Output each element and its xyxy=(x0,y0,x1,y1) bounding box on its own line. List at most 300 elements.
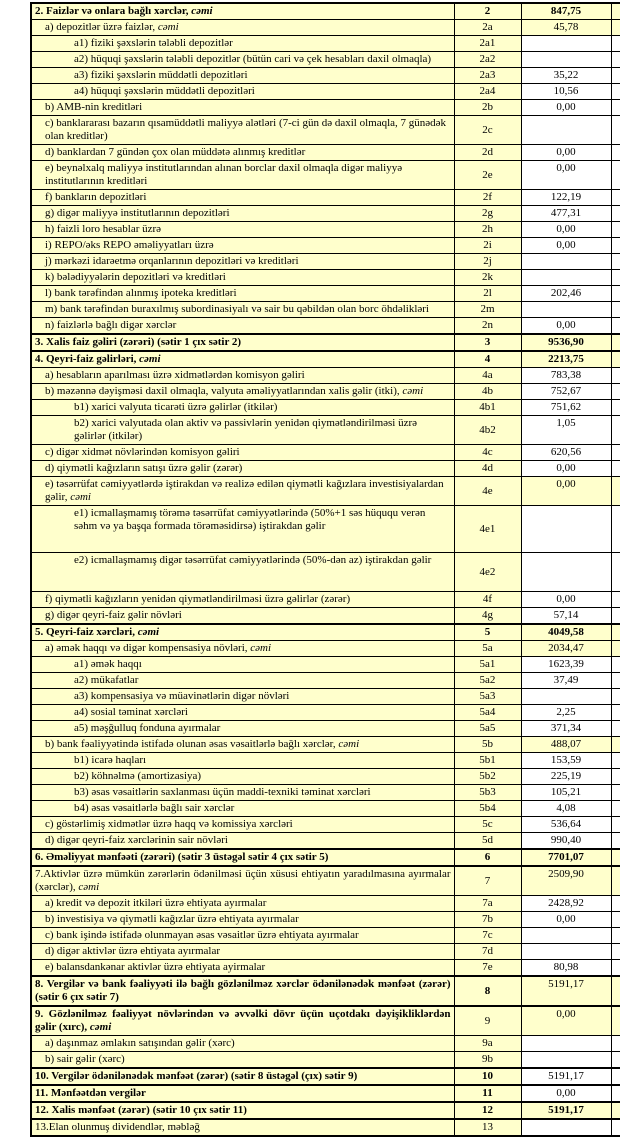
row-label xyxy=(31,84,454,100)
row-clipped-cell xyxy=(611,36,620,52)
row-label xyxy=(31,254,454,270)
row-code: 5 xyxy=(454,624,521,641)
row-label-text: b) sair gəlir (xərc) xyxy=(45,1053,125,1065)
row-label xyxy=(31,190,454,206)
row-value: 620,56 xyxy=(521,445,611,461)
row-label-text: a) kredit və depozit itkiləri üzrə ehtiyata ayırmalar xyxy=(45,897,267,909)
table-row-10 xyxy=(31,1068,620,1085)
row-label-text: b) AMB-nin kreditləri xyxy=(45,101,143,113)
table-row-13 xyxy=(31,1119,620,1136)
row-label xyxy=(31,20,454,36)
row-clipped-cell xyxy=(611,1102,620,1119)
row-value: 0,00 xyxy=(521,238,611,254)
row-code: 2h xyxy=(454,222,521,238)
row-label-text: k) bələdiyyələrin depozitləri və kreditləri xyxy=(45,271,226,283)
table-row-2k xyxy=(31,270,620,286)
row-label-text: a1) fiziki şəxslərin tələbli depozitlər xyxy=(74,37,233,49)
row-label xyxy=(31,657,454,673)
table-row-5a xyxy=(31,641,620,657)
table-row-2f xyxy=(31,190,620,206)
row-code: 5d xyxy=(454,833,521,850)
row-clipped-cell xyxy=(611,100,620,116)
row-value: 35,22 xyxy=(521,68,611,84)
row-code: 4b xyxy=(454,384,521,400)
row-clipped-cell xyxy=(611,145,620,161)
table-row-2n xyxy=(31,318,620,335)
row-code: 2j xyxy=(454,254,521,270)
row-clipped-cell xyxy=(611,238,620,254)
row-value: 0,00 xyxy=(521,592,611,608)
table-row-2a4 xyxy=(31,84,620,100)
row-label xyxy=(31,944,454,960)
row-clipped-cell xyxy=(611,445,620,461)
table-row-5a1 xyxy=(31,657,620,673)
row-label xyxy=(31,721,454,737)
row-code: 2f xyxy=(454,190,521,206)
row-label xyxy=(31,1068,454,1085)
row-label xyxy=(31,1102,454,1119)
row-label-text: b2) köhnəlmə (amortizasiya) xyxy=(74,770,202,782)
row-value xyxy=(521,1036,611,1052)
table-row-2m xyxy=(31,302,620,318)
row-label xyxy=(31,592,454,608)
row-code: 5a xyxy=(454,641,521,657)
row-code: 4a xyxy=(454,368,521,384)
row-label-text: e) təsərrüfat cəmiyyətlərdə iştirakdan və realizə edilən qiymətli kağızlara investisiyalardan gəlir, xyxy=(45,478,444,503)
row-label xyxy=(31,3,454,20)
table-row-2i xyxy=(31,238,620,254)
row-clipped-cell xyxy=(611,689,620,705)
table-row-7b xyxy=(31,912,620,928)
table-row-4f xyxy=(31,592,620,608)
row-clipped-cell xyxy=(611,384,620,400)
row-value: 0,00 xyxy=(521,222,611,238)
table-row-2a xyxy=(31,20,620,36)
row-code: 2l xyxy=(454,286,521,302)
row-code: 5b2 xyxy=(454,769,521,785)
row-value: 37,49 xyxy=(521,673,611,689)
row-code: 5a1 xyxy=(454,657,521,673)
table-row-7 xyxy=(31,866,620,896)
row-label xyxy=(31,302,454,318)
row-label xyxy=(31,416,454,445)
row-value: 2213,75 xyxy=(521,351,611,368)
row-label xyxy=(31,1052,454,1069)
row-label-text: a1) əmək haqqı xyxy=(74,658,142,670)
row-clipped-cell xyxy=(611,657,620,673)
row-label xyxy=(31,801,454,817)
row-label xyxy=(31,286,454,302)
row-code: 9a xyxy=(454,1036,521,1052)
row-label xyxy=(31,68,454,84)
row-value: 0,00 xyxy=(521,1006,611,1036)
row-code: 12 xyxy=(454,1102,521,1119)
row-label xyxy=(31,36,454,52)
table-row-2 xyxy=(31,3,620,20)
row-label xyxy=(31,334,454,351)
row-label xyxy=(31,896,454,912)
row-label-emphasis: cəmi xyxy=(137,626,160,638)
row-label-text: e) beynəlxalq maliyyə institutlarından alınan borclar daxil olmaqla digər maliyyə institutlarının kreditləri xyxy=(45,162,403,187)
row-clipped-cell xyxy=(611,506,620,553)
row-code: 2m xyxy=(454,302,521,318)
row-label-text: a4) sosial təminat xərcləri xyxy=(74,706,188,718)
row-value: 1623,39 xyxy=(521,657,611,673)
table-row-4e xyxy=(31,477,620,506)
table-row-4e1 xyxy=(31,506,620,553)
row-label xyxy=(31,705,454,721)
row-value: 5191,17 xyxy=(521,1102,611,1119)
row-clipped-cell xyxy=(611,116,620,145)
row-label-text: 13.Elan olunmuş dividendlər, məbləğ xyxy=(35,1121,200,1133)
table-row-2a3 xyxy=(31,68,620,84)
row-label-text: j) mərkəzi idarəetmə orqanlarının depozitləri və kreditləri xyxy=(45,255,299,267)
row-code: 3 xyxy=(454,334,521,351)
row-value xyxy=(521,928,611,944)
row-value: 122,19 xyxy=(521,190,611,206)
row-clipped-cell xyxy=(611,3,620,20)
row-clipped-cell xyxy=(611,400,620,416)
row-value xyxy=(521,1119,611,1136)
row-label xyxy=(31,673,454,689)
row-label-text: 12. Xalis mənfəət (zərər) (sətir 10 çıx sətir 11) xyxy=(35,1104,247,1116)
row-code: 4g xyxy=(454,608,521,625)
row-label-text: d) banklardan 7 gündən çox olan müddətə alınmış kreditlər xyxy=(45,146,306,158)
row-label xyxy=(31,1119,454,1136)
row-clipped-cell xyxy=(611,673,620,689)
row-clipped-cell xyxy=(611,817,620,833)
row-label-text: 11. Mənfəətdən vergilər xyxy=(35,1087,146,1099)
row-code: 4b2 xyxy=(454,416,521,445)
row-clipped-cell xyxy=(611,302,620,318)
row-label-text: a2) hüquqi şəxslərin tələbli depozitlər (bütün cari və çek hesabları daxil olmaqla) xyxy=(74,53,432,65)
table-row-2c xyxy=(31,116,620,145)
row-code: 4d xyxy=(454,461,521,477)
row-value: 5191,17 xyxy=(521,1068,611,1085)
row-code: 5b1 xyxy=(454,753,521,769)
row-label xyxy=(31,608,454,625)
row-code: 9b xyxy=(454,1052,521,1069)
row-label xyxy=(31,769,454,785)
row-label-text: a3) fiziki şəxslərin müddətli depozitləri xyxy=(74,69,248,81)
row-label-text: n) faizlərlə bağlı digər xərclər xyxy=(45,319,177,331)
row-code: 5b3 xyxy=(454,785,521,801)
row-value: 0,00 xyxy=(521,1085,611,1102)
table-row-2a1 xyxy=(31,36,620,52)
row-code: 2d xyxy=(454,145,521,161)
row-label xyxy=(31,351,454,368)
row-label-text: 2. Faizlər və onlara bağlı xərclər, xyxy=(35,5,192,17)
row-value: 488,07 xyxy=(521,737,611,753)
row-value: 0,00 xyxy=(521,100,611,116)
row-code: 2b xyxy=(454,100,521,116)
row-value: 371,34 xyxy=(521,721,611,737)
row-clipped-cell xyxy=(611,785,620,801)
row-value xyxy=(521,689,611,705)
row-value: 5191,17 xyxy=(521,976,611,1006)
row-label-text: i) REPO/əks REPO əməliyyatları üzrə xyxy=(45,239,214,251)
row-value: 990,40 xyxy=(521,833,611,850)
table-row-2d xyxy=(31,145,620,161)
row-clipped-cell xyxy=(611,1052,620,1069)
row-code: 4f xyxy=(454,592,521,608)
row-value xyxy=(521,1052,611,1069)
row-clipped-cell xyxy=(611,318,620,335)
row-clipped-cell xyxy=(611,705,620,721)
row-label xyxy=(31,785,454,801)
row-value: 751,62 xyxy=(521,400,611,416)
row-clipped-cell xyxy=(611,896,620,912)
table-row-7a xyxy=(31,896,620,912)
table-row-7d xyxy=(31,944,620,960)
row-label xyxy=(31,100,454,116)
row-code: 5c xyxy=(454,817,521,833)
row-code: 2k xyxy=(454,270,521,286)
table-row-4b1 xyxy=(31,400,620,416)
row-clipped-cell xyxy=(611,161,620,190)
row-label xyxy=(31,238,454,254)
table-row-2j xyxy=(31,254,620,270)
row-value: 202,46 xyxy=(521,286,611,302)
row-label-text: d) digər qeyri-faiz xərclərinin sair növləri xyxy=(45,834,228,846)
row-label-text: d) digər aktivlər üzrə ehtiyata ayırmalar xyxy=(45,945,220,957)
row-label xyxy=(31,1036,454,1052)
row-label-text: c) göstərlimiş xidmətlər üzrə haqq və komissiya xərcləri xyxy=(45,818,293,830)
row-label-text: a4) hüquqi şəxslərin müddətli depozitləri xyxy=(74,85,255,97)
table-row-2a2 xyxy=(31,52,620,68)
row-label-text: c) banklararası bazarın qısamüddətli maliyyə alətləri (7-ci gün də daxil olmaqla, 7 günədək olan kreditlər) xyxy=(45,117,447,142)
row-label-text: a2) mükafatlar xyxy=(74,674,139,686)
row-code: 4 xyxy=(454,351,521,368)
row-label-text: 5. Qeyri-faiz xərcləri, xyxy=(35,626,138,638)
row-value: 7701,07 xyxy=(521,849,611,866)
report-table-body xyxy=(31,3,620,1136)
row-code: 7c xyxy=(454,928,521,944)
row-clipped-cell xyxy=(611,254,620,270)
row-clipped-cell xyxy=(611,84,620,100)
row-value: 1,05 xyxy=(521,416,611,445)
row-label-text: 9. Gözlənilməz fəaliyyət növlərindən və əvvəlki dövr üçün uçotdakı dəyişikliklərdən gəlir (xırc), xyxy=(35,1008,451,1033)
row-code: 8 xyxy=(454,976,521,1006)
row-value: 0,00 xyxy=(521,477,611,506)
row-value: 0,00 xyxy=(521,318,611,335)
row-clipped-cell xyxy=(611,769,620,785)
row-code: 2c xyxy=(454,116,521,145)
row-value: 847,75 xyxy=(521,3,611,20)
row-label-text: b1) icarə haqları xyxy=(74,754,147,766)
row-value: 0,00 xyxy=(521,461,611,477)
row-value: 783,38 xyxy=(521,368,611,384)
table-row-4g xyxy=(31,608,620,625)
row-value: 105,21 xyxy=(521,785,611,801)
row-clipped-cell xyxy=(611,960,620,977)
row-label-text: e) balansdankənar aktivlər üzrə ehtiyata ayirmalar xyxy=(45,961,266,973)
row-label xyxy=(31,928,454,944)
row-label xyxy=(31,641,454,657)
table-row-5d xyxy=(31,833,620,850)
table-row-9a xyxy=(31,1036,620,1052)
row-clipped-cell xyxy=(611,976,620,1006)
table-row-4b2 xyxy=(31,416,620,445)
row-label-text: b) məzənnə dəyişməsi daxil olmaqla, valyuta əməliyyatlarından xalis gəlir (itki), xyxy=(45,385,403,397)
row-label xyxy=(31,52,454,68)
row-label xyxy=(31,400,454,416)
row-label xyxy=(31,624,454,641)
row-label-text: a) hesabların aparılması üzrə xidmətlərdən komisyon gəliri xyxy=(45,369,305,381)
row-value: 2034,47 xyxy=(521,641,611,657)
row-code: 4e1 xyxy=(454,506,521,553)
row-code: 6 xyxy=(454,849,521,866)
table-row-2h xyxy=(31,222,620,238)
row-value: 0,00 xyxy=(521,161,611,190)
row-label xyxy=(31,866,454,896)
row-label-emphasis: cəmi xyxy=(70,491,91,503)
row-clipped-cell xyxy=(611,52,620,68)
row-code: 4e2 xyxy=(454,553,521,592)
row-label xyxy=(31,849,454,866)
row-clipped-cell xyxy=(611,286,620,302)
row-label-text: g) digər maliyyə institutlarının depozitləri xyxy=(45,207,230,219)
row-code: 2e xyxy=(454,161,521,190)
row-label-text: e1) icmallaşmamış törəmə təsərrüfat cəmiyyətlərində (50%+1 səs hüququ verən səhm və ya başqa formada törəməsidirsə) iştirakdan gəlir xyxy=(74,507,426,532)
row-value xyxy=(521,270,611,286)
row-label-text: b) bank fəaliyyətində istifadə olunan əsas vəsaitlərlə bağlı xərclər, xyxy=(45,738,339,750)
row-clipped-cell xyxy=(611,737,620,753)
row-label-text: d) qiymətli kağızların satışı üzrə gəlir (zərər) xyxy=(45,462,243,474)
row-label-text: b3) əsas vəsaitlərin saxlanması üçün maddi-texniki təminat xərcləri xyxy=(74,786,371,798)
table-row-2g xyxy=(31,206,620,222)
table-row-7e xyxy=(31,960,620,977)
row-clipped-cell xyxy=(611,753,620,769)
table-row-12 xyxy=(31,1102,620,1119)
row-label xyxy=(31,145,454,161)
row-value: 10,56 xyxy=(521,84,611,100)
row-clipped-cell xyxy=(611,351,620,368)
row-label xyxy=(31,912,454,928)
row-code: 13 xyxy=(454,1119,521,1136)
row-code: 2a2 xyxy=(454,52,521,68)
row-clipped-cell xyxy=(611,1036,620,1052)
row-clipped-cell xyxy=(611,20,620,36)
table-row-4b xyxy=(31,384,620,400)
row-code: 9 xyxy=(454,1006,521,1036)
row-label xyxy=(31,222,454,238)
table-row-5b xyxy=(31,737,620,753)
row-label-text: 8. Vergilər və bank fəaliyyəti ilə bağlı gözlənilməz xərclər ödənilənədək mənfəət (zərər) (sətir 6 çıx sətir 7) xyxy=(35,978,451,1003)
row-label xyxy=(31,833,454,850)
row-clipped-cell xyxy=(611,334,620,351)
table-row-9b xyxy=(31,1052,620,1069)
row-label-text: 4. Qeyri-faiz gəlirləri, xyxy=(35,353,140,365)
row-code: 2a1 xyxy=(454,36,521,52)
row-value: 9536,90 xyxy=(521,334,611,351)
table-row-5b3 xyxy=(31,785,620,801)
table-row-5a3 xyxy=(31,689,620,705)
row-clipped-cell xyxy=(611,721,620,737)
row-value xyxy=(521,52,611,68)
row-value xyxy=(521,506,611,553)
table-row-11 xyxy=(31,1085,620,1102)
table-row-7c xyxy=(31,928,620,944)
table-row-2e xyxy=(31,161,620,190)
row-label-text: a) depozitlər üzrə faizlər, xyxy=(45,21,158,33)
row-label-text: b2) xarici valyutada olan aktiv və passivlərin yenidən qiymətləndirilməsi üzrə gəlirlər (itkilər) xyxy=(74,417,418,442)
row-clipped-cell xyxy=(611,912,620,928)
row-label xyxy=(31,976,454,1006)
table-row-4d xyxy=(31,461,620,477)
row-label xyxy=(31,116,454,145)
row-label-text: b1) xarici valyuta ticarəti üzrə gəlirlər (itkilər) xyxy=(74,401,278,413)
table-row-5b4 xyxy=(31,801,620,817)
table-row-2l xyxy=(31,286,620,302)
row-label-emphasis: cəmi xyxy=(191,5,213,17)
row-label xyxy=(31,1085,454,1102)
row-clipped-cell xyxy=(611,68,620,84)
row-clipped-cell xyxy=(611,866,620,896)
row-clipped-cell xyxy=(611,477,620,506)
row-clipped-cell xyxy=(611,849,620,866)
row-label xyxy=(31,318,454,335)
row-code: 5b xyxy=(454,737,521,753)
row-code: 2a3 xyxy=(454,68,521,84)
row-label-emphasis: cəmi xyxy=(78,881,100,893)
row-code: 2a4 xyxy=(454,84,521,100)
row-clipped-cell xyxy=(611,801,620,817)
row-label xyxy=(31,753,454,769)
table-row-5c xyxy=(31,817,620,833)
row-label-text: c) digər xidmət növlərindən komisyon gəliri xyxy=(45,446,240,458)
row-label-text: e2) icmallaşmamış digər təsərrüfat cəmiyyətlərində (50%-dən az) iştirakdan gəlir xyxy=(74,554,432,566)
row-label xyxy=(31,461,454,477)
row-clipped-cell xyxy=(611,270,620,286)
row-value: 57,14 xyxy=(521,608,611,625)
row-label xyxy=(31,817,454,833)
row-label xyxy=(31,445,454,461)
row-code: 4c xyxy=(454,445,521,461)
row-label xyxy=(31,161,454,190)
row-clipped-cell xyxy=(611,641,620,657)
row-value: 2,25 xyxy=(521,705,611,721)
row-clipped-cell xyxy=(611,592,620,608)
row-value: 2509,90 xyxy=(521,866,611,896)
row-clipped-cell xyxy=(611,833,620,850)
row-clipped-cell xyxy=(611,1068,620,1085)
table-row-4c xyxy=(31,445,620,461)
row-label xyxy=(31,506,454,553)
row-label-emphasis: cəmi xyxy=(139,353,161,365)
row-code: 7e xyxy=(454,960,521,977)
table-row-5a2 xyxy=(31,673,620,689)
row-value: 752,67 xyxy=(521,384,611,400)
row-clipped-cell xyxy=(611,368,620,384)
row-value: 4,08 xyxy=(521,801,611,817)
row-code: 5a5 xyxy=(454,721,521,737)
row-code: 7a xyxy=(454,896,521,912)
row-code: 7b xyxy=(454,912,521,928)
row-clipped-cell xyxy=(611,624,620,641)
row-label xyxy=(31,368,454,384)
table-row-5b2 xyxy=(31,769,620,785)
row-label-text: a3) kompensasiya və müavinətlərin digər növləri xyxy=(74,690,290,702)
row-label-text: 6. Əməliyyat mənfəəti (zərəri) (sətir 3 üstəgəl sətir 4 çıx sətir 5) xyxy=(35,851,329,863)
row-code: 2n xyxy=(454,318,521,335)
row-label-text: b) investisiya və qiymətli kağızlar üzrə ehtiyata ayırmalar xyxy=(45,913,299,925)
table-row-9 xyxy=(31,1006,620,1036)
row-value: 0,00 xyxy=(521,912,611,928)
row-code: 7 xyxy=(454,866,521,896)
row-label-text: m) bank tərəfindən buraxılmış subordinasiyalı və sair bu qəbildən olan borc öhdəlikləri xyxy=(45,303,429,315)
row-label-text: 7.Aktivlər üzrə mümkün zərərlərin ödənilməsi üçün xüsusi ehtiyatın yaradılmasına ayırmalar (xərclər), xyxy=(35,868,451,893)
